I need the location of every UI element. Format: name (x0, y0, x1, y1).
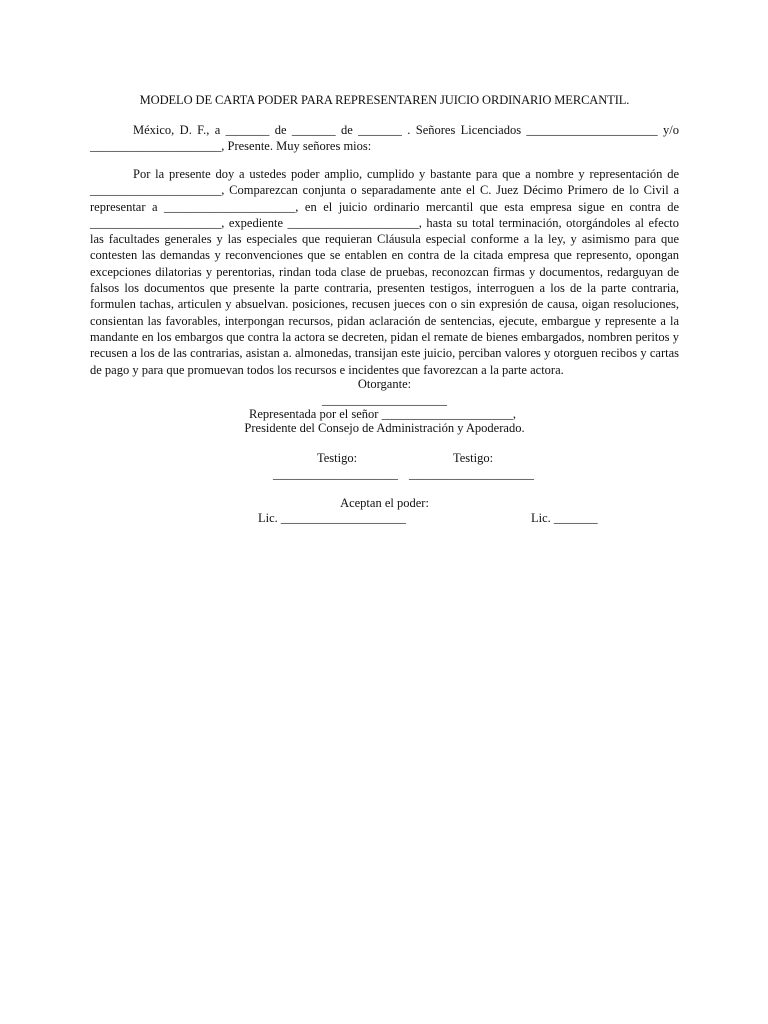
power-grant-paragraph: Por la presente doy a ustedes poder amplio, cumplido y bastante para que a nombre y representación de _____________________, Comparezcan conjunta o separadamente ante el C. Juez Décimo Primero de lo Civil a representar a _____________________, en el juicio ordinario mercantil que esta empresa sigue en contra de _____________________, expediente _____________________, hasta su total terminación, otorgándoles al efecto las facultades generales y las especiales que requieran Cláusula especial conforme a la ley, y asimismo para que contesten las demandas y reconvenciones que se entablen en contra de la citada empresa que represento, opongan excepciones dilatorias y perentorias, rindan toda clase de pruebas, reconozcan firmas y documentos, redarguyan de falsos los documentos que presente la parte contraria, presenten testigos, interroguen a los de la parte contraria, formulen tachas, articulen y absuelvan. posiciones, recusen jueces con o sin expresión de causa, oigan resoluciones, consientan las favorables, interpongan recursos, pidan aclaración de sentencias, ejecute, embargue y represente a la mandante en los embargos que contra la actora se decreten, pidan el remate de bienes embargados, nombren peritos y recusen a los de las contrarias, asistan a. almonedas, transijan este juicio, perciban valores y otorguen recibos y cartas de pago y para que promuevan todos los recursos e incidentes que favorezcan a la parte actora. (90, 167, 679, 377)
aceptan-label: Aceptan el poder: (340, 496, 429, 510)
testigo-1-label: Testigo: (317, 451, 358, 465)
testigo-2-signature-line: ____________________ (409, 467, 534, 481)
lic-2-signature: Lic. _______ (531, 511, 598, 525)
testigo-1-signature-line: ____________________ (273, 467, 398, 481)
document-title: MODELO DE CARTA PODER PARA REPRESENTAREN JUICIO ORDINARIO MERCANTIL. (139, 93, 630, 107)
otorgante-signature-line: ____________________ (322, 393, 447, 407)
lic-1-signature: Lic. ____________________ (258, 511, 406, 525)
otorgante-label: Otorgante: (357, 377, 412, 391)
presidente-line: Presidente del Consejo de Administración y Apoderado. (244, 421, 525, 435)
testigo-2-label: Testigo: (453, 451, 494, 465)
representada-line: Representada por el señor _____________________, (249, 407, 516, 421)
opening-paragraph: México, D. F., a _______ de _______ de _______ . Señores Licenciados _____________________ y/o _____________________, Presente. Muy señores mios: (90, 123, 679, 154)
